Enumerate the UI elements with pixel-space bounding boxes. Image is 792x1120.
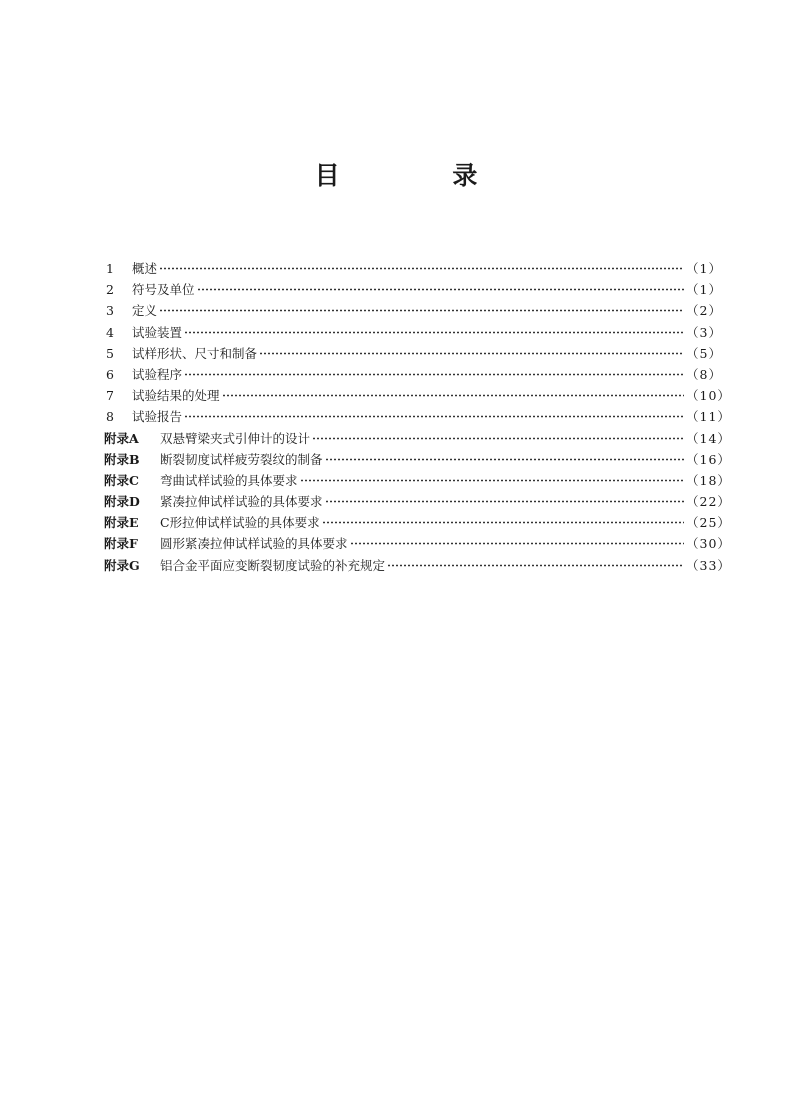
toc-entry-title: 断裂韧度试样疲劳裂纹的制备	[160, 451, 323, 467]
toc-entry-number: 附录C	[104, 472, 139, 488]
toc-entry-title: C形拉伸试样试验的具体要求	[160, 515, 320, 531]
toc-entry-7[interactable]	[104, 385, 731, 406]
toc-entry-number: 4	[106, 324, 114, 340]
toc-entry-number: 5	[106, 345, 114, 361]
dot-leader	[300, 479, 684, 482]
toc-entry-appendix-d[interactable]	[104, 491, 731, 512]
toc-entry-title: 试验装置	[132, 324, 183, 340]
toc-entry-page: （8）	[686, 366, 722, 382]
toc-entry-page: （18）	[686, 472, 731, 488]
toc-entry-number: 6	[106, 366, 114, 382]
toc-entry-title: 符号及单位	[132, 282, 195, 298]
toc-entry-number: 附录A	[104, 430, 139, 446]
dot-leader	[387, 564, 684, 567]
toc-entry-page: （16）	[686, 451, 731, 467]
toc-entry-page: （2）	[686, 303, 722, 319]
dot-leader	[325, 458, 684, 461]
toc-entry-page: （30）	[686, 536, 731, 552]
toc-entry-4[interactable]	[104, 322, 720, 343]
dot-leader	[350, 542, 684, 545]
dot-leader	[325, 500, 684, 503]
toc-entry-number: 附录F	[104, 536, 138, 552]
toc-entry-number: 1	[106, 261, 114, 276]
toc-entry-page: （25）	[686, 515, 731, 531]
toc-entry-title: 弯曲试样试验的具体要求	[160, 472, 298, 488]
toc-entry-number: 2	[106, 282, 114, 298]
toc-entry-page: （5）	[686, 345, 722, 361]
dot-leader	[322, 521, 684, 524]
toc-entry-title: 双悬臂梁夹式引伸计的设计	[160, 430, 311, 446]
toc-entry-title: 试样形状、尺寸和制备	[132, 345, 258, 361]
toc-entry-number: 3	[106, 303, 114, 319]
toc-entry-number: 附录D	[104, 494, 140, 510]
toc-entry-2[interactable]	[104, 279, 720, 300]
dot-leader	[222, 394, 684, 397]
toc-entry-1[interactable]	[104, 258, 720, 279]
dot-leader	[159, 267, 684, 270]
toc-entry-number: 7	[106, 388, 114, 404]
toc-entry-title: 试验结果的处理	[132, 388, 220, 404]
toc-entry-3[interactable]	[104, 300, 720, 321]
toc-entry-number: 附录B	[104, 451, 140, 467]
toc-entry-5[interactable]	[104, 343, 720, 364]
dot-leader	[184, 415, 684, 418]
dot-leader	[197, 288, 684, 291]
toc-entry-page: （22）	[686, 494, 731, 510]
toc-entry-page: （3）	[686, 324, 722, 340]
toc-entry-appendix-g[interactable]	[104, 555, 731, 576]
dot-leader	[312, 437, 684, 440]
toc-entry-appendix-c[interactable]	[104, 470, 731, 491]
toc-entry-number: 附录E	[104, 515, 139, 531]
toc-entry-title: 铝合金平面应变断裂韧度试验的补充规定	[160, 557, 386, 573]
toc-entry-6[interactable]	[104, 364, 720, 385]
toc-entry-appendix-a[interactable]	[104, 428, 731, 449]
toc-entry-number: 附录G	[104, 557, 140, 573]
toc-entry-title: 试验报告	[132, 409, 183, 425]
toc-entry-page: （14）	[686, 430, 731, 446]
toc-entry-title: 概述	[132, 261, 158, 276]
toc-entry-page: （33）	[686, 557, 731, 573]
toc-entry-page: （11）	[686, 409, 731, 425]
toc-entry-page: （10）	[686, 388, 731, 404]
toc-entry-title: 试验程序	[132, 366, 183, 382]
toc-entry-title: 圆形紧凑拉伸试样试验的具体要求	[160, 536, 348, 552]
table-of-contents	[104, 258, 731, 576]
dot-leader	[184, 373, 684, 376]
page-title: 目 录	[314, 161, 530, 190]
toc-entry-appendix-b[interactable]	[104, 449, 731, 470]
dot-leader	[184, 331, 684, 334]
toc-entry-appendix-e[interactable]	[104, 512, 731, 533]
toc-entry-title: 紧凑拉伸试样试验的具体要求	[160, 494, 323, 510]
toc-entry-page: （1）	[686, 282, 722, 298]
toc-entry-appendix-f[interactable]	[104, 533, 731, 554]
toc-entry-page: （1）	[686, 261, 722, 276]
toc-entry-title: 定义	[132, 303, 158, 319]
toc-entry-8[interactable]	[104, 406, 731, 427]
toc-entry-number: 8	[106, 409, 114, 425]
dot-leader	[259, 352, 684, 355]
dot-leader	[159, 309, 684, 312]
